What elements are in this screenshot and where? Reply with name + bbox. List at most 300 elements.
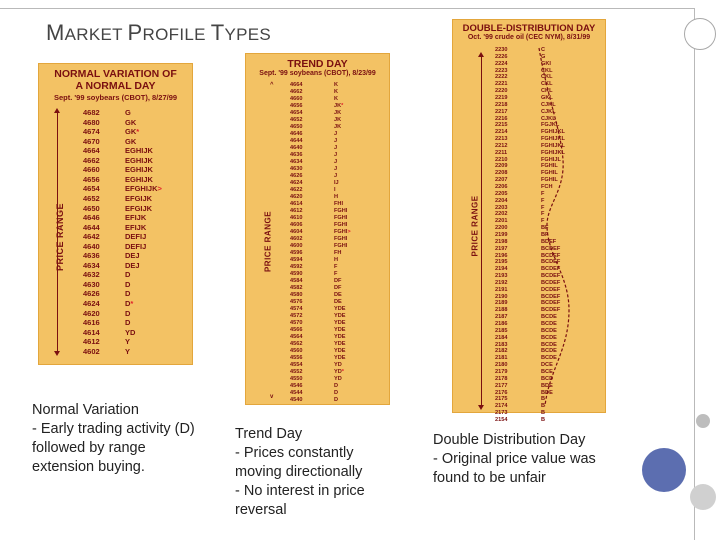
price-level: 2212 xyxy=(495,142,508,149)
price-level: 2215 xyxy=(495,122,508,129)
price-level: 4602 xyxy=(83,346,100,356)
tpo-letters: FGHI> xyxy=(334,229,351,235)
trend-bottom-marker: v xyxy=(270,394,274,400)
profile-row xyxy=(246,320,389,327)
price-level: 4644 xyxy=(290,138,303,144)
profile-row xyxy=(39,204,192,214)
price-level: 4540 xyxy=(290,397,303,403)
profile-row xyxy=(246,173,389,180)
profile-row xyxy=(246,138,389,145)
profile-row xyxy=(39,318,192,328)
tpo-letters: DF xyxy=(334,285,342,291)
profile-row xyxy=(39,289,192,299)
profile-row xyxy=(453,390,605,397)
profile-row xyxy=(246,110,389,117)
tpo-letters: BCDEF xyxy=(541,279,561,286)
profile-row xyxy=(453,47,605,54)
profile-row xyxy=(246,152,389,159)
tpo-letters: C xyxy=(541,47,546,53)
price-level: 2194 xyxy=(495,266,508,273)
profile-row xyxy=(246,285,389,292)
tpo-letters: B xyxy=(541,403,546,410)
tpo-letters: F xyxy=(541,211,545,218)
tpo-letters: CJKL xyxy=(541,108,556,115)
price-level: 2195 xyxy=(495,259,508,266)
profile-row xyxy=(453,157,605,164)
price-level: 2220 xyxy=(495,88,508,95)
profile-row xyxy=(246,292,389,299)
trend-panel-subtitle: Sept. '99 soybeans (CBOT), 8/23/99 xyxy=(259,70,376,77)
price-level: 2193 xyxy=(495,273,508,280)
price-level: 2224 xyxy=(495,60,508,67)
profile-row xyxy=(246,383,389,390)
tpo-letters: YDE xyxy=(334,348,346,354)
price-level: 4664 xyxy=(83,146,100,156)
reference-marker: * xyxy=(341,103,344,109)
price-level: 4600 xyxy=(290,243,303,249)
double-distribution-chart xyxy=(452,19,606,423)
price-level: 4602 xyxy=(290,236,303,242)
tpo-letters: D xyxy=(125,318,131,328)
tpo-letters: FGHIJL xyxy=(541,156,561,163)
tpo-letters: FGHI xyxy=(334,222,348,228)
profile-row xyxy=(246,278,389,285)
profile-row xyxy=(453,205,605,212)
profile-row xyxy=(453,266,605,273)
profile-row xyxy=(453,410,605,417)
tpo-letters: FGHI xyxy=(334,215,348,221)
tpo-letters: BCDE xyxy=(541,327,557,334)
reference-marker: > xyxy=(347,229,351,235)
price-level: 4636 xyxy=(290,152,303,158)
profile-row xyxy=(246,145,389,152)
price-level: 4576 xyxy=(290,299,303,305)
tpo-letters: EGHIJK xyxy=(125,155,153,165)
price-level: 2175 xyxy=(495,396,508,403)
profile-row xyxy=(39,108,192,118)
price-level: 4622 xyxy=(290,187,303,193)
profile-row xyxy=(246,89,389,96)
price-level: 2173 xyxy=(495,410,508,417)
profile-row xyxy=(246,397,389,404)
tpo-letters: H xyxy=(334,257,339,263)
price-level: 4550 xyxy=(290,376,303,382)
tpo-letters: J xyxy=(334,131,338,137)
tpo-letters: YDE xyxy=(334,334,346,340)
price-level: 2185 xyxy=(495,327,508,334)
tpo-letters: J xyxy=(334,152,338,158)
profile-row xyxy=(246,376,389,383)
price-level: 4596 xyxy=(290,250,303,256)
profile-row xyxy=(453,369,605,376)
profile-row xyxy=(246,369,389,376)
tpo-letters: I xyxy=(334,187,336,193)
price-level: 4662 xyxy=(83,155,100,165)
tpo-letters: K xyxy=(334,89,339,95)
double-panel-subtitle: Oct. '99 crude oil (CEC NYM), 8/31/99 xyxy=(467,34,591,41)
profile-row xyxy=(246,96,389,103)
tpo-letters: BCDE xyxy=(541,321,557,327)
tpo-letters: D xyxy=(125,289,131,299)
profile-row xyxy=(39,242,192,252)
double-axis-label: PRICE RANGE xyxy=(470,195,480,257)
profile-row xyxy=(246,194,389,201)
reference-marker: * xyxy=(341,369,344,375)
price-level: 2222 xyxy=(495,74,508,81)
profile-row xyxy=(453,122,605,129)
price-level: 4562 xyxy=(290,341,303,347)
reference-marker: * xyxy=(136,127,140,137)
tpo-letters: EFGIJK xyxy=(125,193,153,203)
price-level: 4620 xyxy=(83,308,100,318)
trend-axis-label: PRICE RANGE xyxy=(263,210,273,273)
profile-row xyxy=(39,328,192,338)
tpo-letters: BCDE xyxy=(541,314,557,321)
tpo-letters: BCDEF xyxy=(541,259,561,266)
tpo-letters: B xyxy=(541,396,546,403)
profile-row xyxy=(453,95,605,102)
price-level: 4620 xyxy=(290,194,303,200)
profile-row xyxy=(246,166,389,173)
profile-row xyxy=(246,103,389,110)
price-level: 4614 xyxy=(290,201,303,207)
profile-row xyxy=(39,299,192,309)
tpo-letters: F xyxy=(541,218,545,225)
profile-row xyxy=(453,396,605,403)
profile-row xyxy=(453,246,605,253)
price-level: 4656 xyxy=(83,174,100,184)
profile-row xyxy=(39,184,192,194)
tpo-letters: BDE xyxy=(541,389,553,396)
price-level: 2197 xyxy=(495,245,508,252)
decor-circle-blue xyxy=(642,448,686,492)
profile-row xyxy=(453,355,605,362)
profile-row xyxy=(453,348,605,355)
tpo-letters: J xyxy=(334,138,338,144)
profile-row xyxy=(39,118,192,128)
tpo-letters: D xyxy=(125,270,131,280)
tpo-letters: J xyxy=(334,173,338,179)
profile-row xyxy=(453,342,605,349)
reference-marker: * xyxy=(130,299,134,308)
profile-row xyxy=(39,146,192,156)
tpo-letters: BCDEF xyxy=(541,266,561,273)
profile-row xyxy=(453,300,605,307)
profile-row xyxy=(453,136,605,143)
profile-row xyxy=(39,309,192,319)
profile-row xyxy=(453,280,605,287)
profile-row xyxy=(453,54,605,61)
price-level: 4652 xyxy=(290,117,303,123)
tpo-letters: BCDE xyxy=(541,355,557,362)
tpo-letters: DEJ xyxy=(125,260,140,270)
tpo-letters: DEJ xyxy=(125,251,140,261)
profile-row xyxy=(246,124,389,131)
price-level: 4592 xyxy=(290,264,303,270)
decor-circle-gray-large xyxy=(690,484,716,510)
price-level: 4642 xyxy=(83,232,100,242)
price-level: 2191 xyxy=(495,286,508,293)
tpo-letters: BCE xyxy=(541,368,553,375)
profile-row xyxy=(453,129,605,136)
price-level: 2207 xyxy=(495,177,508,184)
profile-row xyxy=(453,143,605,150)
price-level: 2210 xyxy=(495,156,508,163)
reference-marker: > xyxy=(157,184,162,194)
price-level: 4614 xyxy=(83,327,100,337)
price-level: 4626 xyxy=(83,289,100,299)
tpo-letters: DCDEF xyxy=(541,286,561,293)
price-level: 2196 xyxy=(495,252,508,259)
tpo-letters: DCE xyxy=(541,362,553,369)
price-level: 2183 xyxy=(495,341,508,348)
profile-row xyxy=(246,334,389,341)
tpo-letters: K xyxy=(334,82,339,88)
profile-row xyxy=(246,215,389,222)
tpo-letters: IJ xyxy=(334,180,339,186)
tpo-letters: J xyxy=(334,145,338,151)
normal-axis-label: PRICE RANGE xyxy=(55,203,65,272)
tpo-letters: F xyxy=(541,197,545,204)
price-level: 2204 xyxy=(495,197,508,204)
profile-row xyxy=(39,223,192,233)
profile-row xyxy=(246,187,389,194)
profile-row xyxy=(246,82,389,89)
profile-row xyxy=(453,116,605,123)
profile-row xyxy=(453,273,605,280)
price-level: 4572 xyxy=(290,313,303,319)
normal-panel-subtitle: Sept. '99 soybears (CBOT), 8/27/99 xyxy=(53,93,178,102)
profile-row xyxy=(246,236,389,243)
profile-row xyxy=(246,159,389,166)
price-level: 2213 xyxy=(495,136,508,143)
price-level: 4682 xyxy=(83,108,100,117)
tpo-letters: YD xyxy=(334,376,342,382)
profile-row xyxy=(453,81,605,88)
profile-row xyxy=(453,170,605,177)
profile-row xyxy=(246,362,389,369)
tpo-letters: YD xyxy=(125,327,136,337)
tpo-letters: FGHI xyxy=(334,243,348,249)
profile-row xyxy=(39,137,192,147)
profile-row xyxy=(246,341,389,348)
decor-circle-gray-small xyxy=(696,414,710,428)
profile-row xyxy=(246,117,389,124)
tpo-letters: FH xyxy=(334,250,342,256)
tpo-letters: J xyxy=(334,159,338,165)
price-level: 2221 xyxy=(495,81,508,88)
tpo-letters: YD* xyxy=(334,369,344,375)
price-level: 4574 xyxy=(290,306,303,312)
profile-row xyxy=(453,417,605,424)
caption-trend-day: Trend Day - Prices constantly moving directionally - No interest in price reversal xyxy=(235,426,365,518)
profile-row xyxy=(246,131,389,138)
tpo-letters: D xyxy=(125,308,131,318)
price-level: 4582 xyxy=(290,285,303,291)
price-level: 4656 xyxy=(290,103,303,109)
tpo-letters: J xyxy=(334,166,338,172)
tpo-letters: H xyxy=(334,194,339,200)
price-level: 4580 xyxy=(290,292,303,298)
tpo-letters: FGHIL xyxy=(541,177,558,184)
caption-double-distribution: Double Distribution Day - Original price value was found to be unfair xyxy=(433,432,596,486)
profile-row xyxy=(39,251,192,261)
profile-row xyxy=(453,198,605,205)
price-level: 4650 xyxy=(83,203,100,213)
tpo-letters: EFIJK xyxy=(125,213,147,223)
price-level: 4590 xyxy=(290,271,303,277)
price-level: 4594 xyxy=(290,257,303,263)
tpo-letters: EFGHIJK> xyxy=(125,184,162,194)
price-level: 4632 xyxy=(83,270,100,280)
tpo-letters: FGHI xyxy=(334,236,348,242)
price-level: 4660 xyxy=(83,165,100,175)
price-level: 2182 xyxy=(495,348,508,355)
profile-row xyxy=(39,261,192,271)
profile-row xyxy=(453,376,605,383)
price-level: 2184 xyxy=(495,334,508,341)
price-level: 2223 xyxy=(495,67,508,74)
price-level: 4634 xyxy=(290,159,303,165)
price-level: 4630 xyxy=(83,279,100,289)
tpo-letters: FGHIJKL xyxy=(541,129,565,136)
profile-row xyxy=(453,163,605,170)
profile-row xyxy=(453,102,605,109)
price-level: 2230 xyxy=(495,47,508,53)
tpo-letters: BCDE xyxy=(541,348,557,355)
price-level: 2187 xyxy=(495,314,508,321)
tpo-letters: BCD xyxy=(541,375,554,382)
price-level: 4640 xyxy=(290,145,303,151)
profile-row xyxy=(453,362,605,369)
profile-row xyxy=(453,150,605,157)
price-level: 2226 xyxy=(495,53,508,60)
profile-row xyxy=(453,294,605,301)
price-level: 4662 xyxy=(290,89,303,95)
tpo-letters: JK xyxy=(334,124,342,130)
price-level: 4654 xyxy=(290,110,303,116)
tpo-letters: GK xyxy=(125,136,137,146)
caption-normal-variation: Normal Variation - Early trading activity (D) followed by range extension buying. xyxy=(32,402,195,475)
profile-row xyxy=(246,257,389,264)
tpo-letters: EGHIJK xyxy=(125,174,153,184)
tpo-letters: YDE xyxy=(334,320,346,326)
profile-row xyxy=(246,201,389,208)
price-level: 4644 xyxy=(83,222,100,232)
tpo-letters: BCDEF xyxy=(541,293,561,300)
price-level: 2218 xyxy=(495,101,508,108)
price-level: 2178 xyxy=(495,375,508,382)
profile-row xyxy=(453,403,605,410)
tpo-letters: FGJKL xyxy=(541,122,560,129)
profile-row xyxy=(39,156,192,166)
tpo-letters: G xyxy=(541,53,546,60)
profile-row xyxy=(453,253,605,260)
profile-row xyxy=(453,335,605,342)
tpo-letters: YDE xyxy=(334,306,346,312)
tpo-letters: D xyxy=(125,279,131,289)
tpo-letters: DEFIJ xyxy=(125,232,147,242)
profile-row xyxy=(246,180,389,187)
profile-row xyxy=(453,61,605,68)
tpo-letters: BCDE xyxy=(541,341,557,348)
profile-row xyxy=(246,264,389,271)
price-level: 2189 xyxy=(495,300,508,307)
tpo-letters: BCDEF xyxy=(541,245,561,252)
price-level: 4660 xyxy=(290,96,303,102)
frame-right-line xyxy=(694,8,695,540)
price-level: 2180 xyxy=(495,362,508,369)
price-level: 4630 xyxy=(290,166,303,172)
profile-row xyxy=(453,191,605,198)
trend-day-chart xyxy=(245,53,390,405)
price-level: 4654 xyxy=(83,184,100,194)
decor-circle-outline xyxy=(684,18,716,50)
price-level: 2214 xyxy=(495,129,508,136)
profile-row xyxy=(39,175,192,185)
price-level: 2202 xyxy=(495,211,508,218)
tpo-letters: Y xyxy=(125,346,131,356)
frame-top-line xyxy=(0,8,694,9)
price-level: 4640 xyxy=(83,241,100,251)
price-level: 4560 xyxy=(290,348,303,354)
profile-row xyxy=(453,218,605,225)
tpo-letters: CKL xyxy=(541,88,553,95)
profile-row xyxy=(453,321,605,328)
profile-row xyxy=(39,127,192,137)
price-level: 4652 xyxy=(83,193,100,203)
normal-panel-title-line1: NORMAL VARIATION OF xyxy=(54,68,177,80)
tpo-letters: F xyxy=(541,190,545,197)
normal-panel-title-line2: A NORMAL DAY xyxy=(75,80,156,92)
profile-row xyxy=(246,243,389,250)
tpo-letters: CJKL xyxy=(541,115,556,122)
price-level: 2219 xyxy=(495,94,508,101)
tpo-letters: DEFIJ xyxy=(125,241,147,251)
tpo-letters: YDE xyxy=(334,327,346,333)
price-level: 4566 xyxy=(290,327,303,333)
profile-row xyxy=(246,229,389,236)
profile-row xyxy=(453,177,605,184)
profile-row xyxy=(453,239,605,246)
price-level: 4646 xyxy=(290,131,303,137)
tpo-letters: JK* xyxy=(334,103,344,109)
price-level: 4626 xyxy=(290,173,303,179)
trend-top-marker: ^ xyxy=(270,82,274,88)
tpo-letters: FHI xyxy=(334,201,344,207)
tpo-letters: D* xyxy=(125,299,134,308)
tpo-letters: BCDEF xyxy=(541,273,561,280)
price-level: 4606 xyxy=(290,222,303,228)
tpo-letters: YDE xyxy=(334,313,346,319)
price-level: 4674 xyxy=(83,127,100,137)
tpo-letters: YDE xyxy=(334,355,346,361)
price-level: 2190 xyxy=(495,293,508,300)
price-level: 2201 xyxy=(495,218,508,225)
tpo-letters: D xyxy=(334,397,339,403)
tpo-letters: Y xyxy=(125,337,131,347)
tpo-letters: BF xyxy=(541,231,549,238)
tpo-letters: FGHIL xyxy=(541,163,558,170)
price-level: 4646 xyxy=(83,213,100,223)
price-level: 4680 xyxy=(83,117,100,127)
double-panel-title: DOUBLE-DISTRIBUTION DAY xyxy=(462,23,596,34)
tpo-letters: CKL xyxy=(541,74,553,81)
price-level: 2199 xyxy=(495,231,508,238)
price-level: 4612 xyxy=(83,337,100,347)
price-level: 4556 xyxy=(290,355,303,361)
tpo-letters: BDE xyxy=(541,382,553,389)
